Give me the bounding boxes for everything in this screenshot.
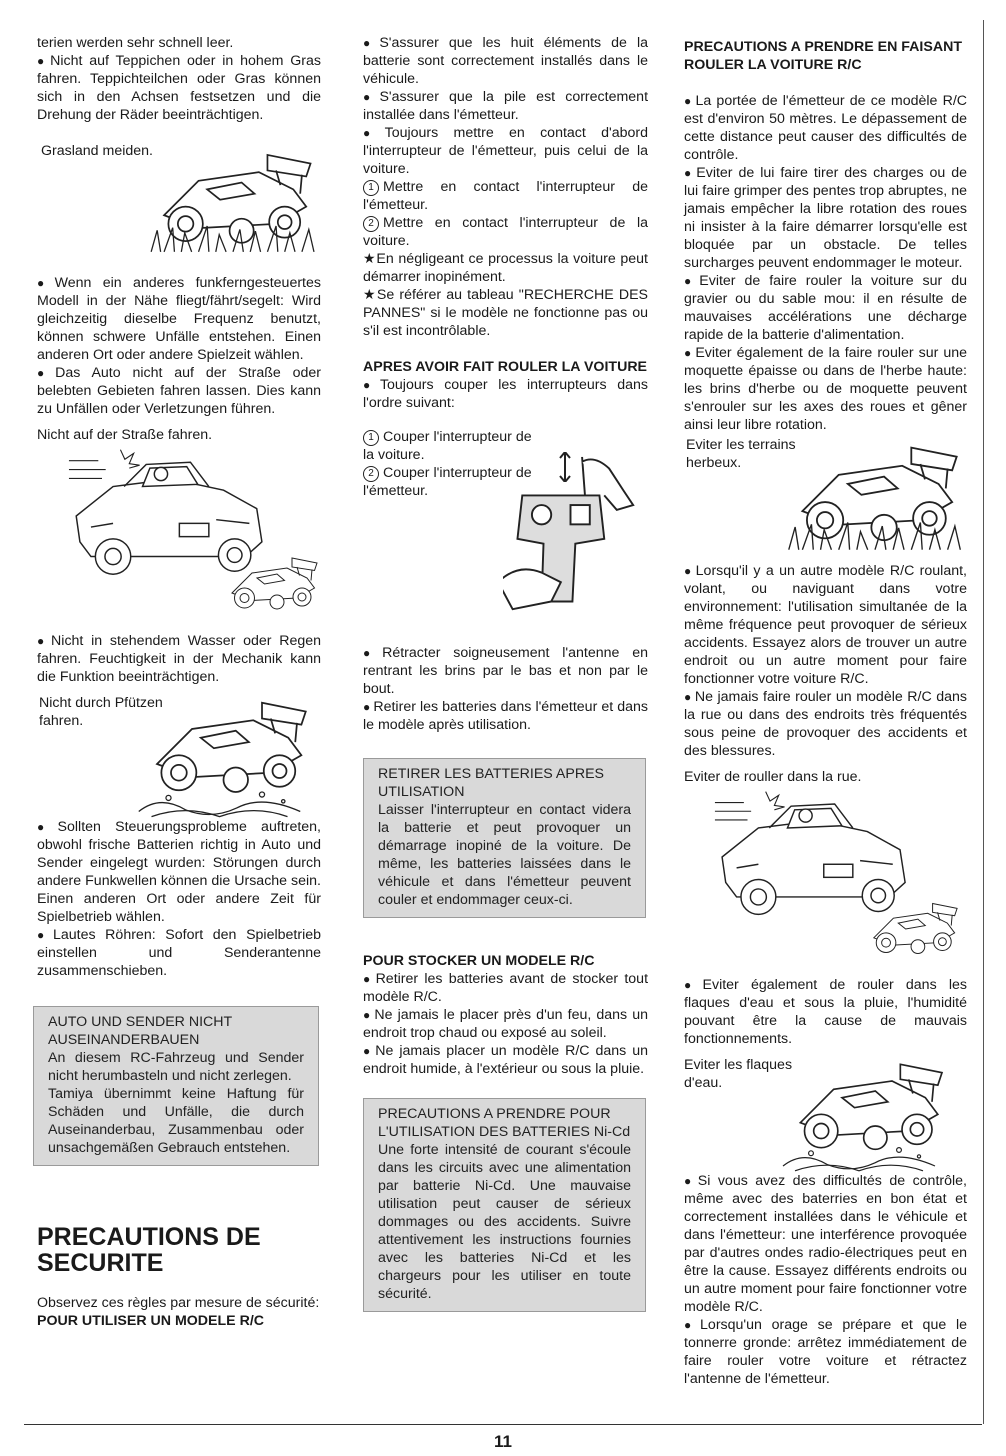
step-number: 1 [363, 180, 379, 196]
bullet-paragraph: ● La portée de l'émetteur de ce modèle R/C est d'environ 50 mètres. Le dépassement de cette distance peut causer des difficultés de contrôle. [684, 92, 967, 164]
star-note: ★En négligeant ce processus la voiture peut démarrer inopinément. [363, 251, 648, 285]
nicd-warning-box [363, 1098, 646, 1312]
bullet-paragraph: ● Wenn ein anderes funkferngesteuertes Modell in der Nähe fliegt/fährt/segelt: Wird gleichzeitig dieselbe Frequenz benutzt, können schwere Unfälle entstehen. Einen anderen Ort oder andere Spielzeit wählen. [37, 274, 321, 364]
puddle-illustration [37, 694, 321, 818]
bullet-paragraph: ● S'assurer que les huit éléments de la batterie sont correctement installés dans le véhicule. [363, 34, 648, 88]
subheading: POUR STOCKER UN MODELE R/C [363, 953, 595, 969]
step-number: 2 [363, 216, 379, 232]
box-title: RETIRER LES BATTERIES APRES UTILISATION [378, 766, 605, 800]
bullet-paragraph: ● Ne jamais placer un modèle R/C dans un endroit humide, à l'extérieur ou sous la pluie. [363, 1042, 648, 1078]
bullet-paragraph: ● Lorsqu'un orage se prépare et que le tonnerre gronde: arrêtez immédiatement de faire rouler votre voiture et rétractez l'antenne de l'émetteur. [684, 1316, 967, 1388]
caption: Eviter les flaques d'eau. [684, 1057, 793, 1091]
bullet-paragraph: ● Toujours couper les interrupteurs dans l'ordre suivant: [363, 376, 648, 412]
street-car-illustration [684, 786, 967, 962]
caption: Nicht durch Pfützen fahren. [39, 695, 163, 729]
section-heading: PRECAUTIONS A PRENDRE EN FAISANT ROULER LA VOITURE R/C [684, 39, 962, 73]
step-number: 1 [363, 430, 379, 446]
page-number: 11 [494, 1432, 512, 1451]
caption: Eviter les terrains herbeux. [686, 437, 796, 471]
bullet-paragraph: ● Sollten Steuerungsprobleme auftreten, obwohl frische Batterien richtig in Auto und Sender eingelegt wurden: Störungen durch andere Funkwellen können die Ursache sein. Einen anderen Ort oder andere Zeit für Spielbetrieb wählen. [37, 818, 321, 926]
step-number: 2 [363, 466, 379, 482]
bullet-paragraph: ● Lautes Röhren: Sofort den Spielbetrieb einstellen und Senderantenne zusammenschieben. [37, 926, 321, 980]
caption: Nicht auf der Straße fahren. [37, 427, 213, 443]
bullet-paragraph: ● Retirer les batteries avant de stocker tout modèle R/C. [363, 970, 648, 1006]
bullet-paragraph: ● Eviter de faire rouler la voiture sur du gravier ou du sable mou: il en résulte de mauvaises accélérations une décharge rapide de la batterie d'alimentation. [684, 272, 967, 344]
bullet-paragraph: ● Nicht auf Teppichen oder in hohem Gras fahren. Teppichteilchen oder Gras können sich in den Achsen festsetzen und die Drehung der Räder beeinträchtigen. [37, 52, 321, 124]
switch-off-illustration [363, 412, 648, 622]
street-car-illustration [37, 444, 321, 626]
puddle-illustration [684, 1056, 967, 1172]
column-german [37, 34, 321, 1330]
warning-box [33, 1006, 319, 1166]
section-heading: PRECAUTIONS DE SECURITE [37, 1223, 261, 1277]
bullet-paragraph: ● Das Auto nicht auf der Straße oder belebten Gebieten fahren lassen. Dies kann zu Unfällen oder Verletzungen führen. [37, 364, 321, 418]
box-text: Laisser l'interrupteur en contact videra la batterie et peut provoquer un démarrage inopiné de la voiture. De même, les batteries laissées dans le véhicule et dans l'émetteur peuvent couler et endommager ceux-ci. [378, 802, 631, 908]
battery-warning-box [363, 758, 646, 918]
bullet-paragraph: ● Lorsqu'il y a un autre modèle R/C roulant, volant, ou naviguant dans votre environnement: l'utilisation simultanée de la même fréquence peut provoquer de sérieux accidents. Essayez alors de trouver un autre endroit ou un autre moment pour faire fonctionner votre voiture R/C. [684, 562, 967, 688]
bullet-paragraph: ● Ne jamais le placer près d'un feu, dans un endroit trop chaud ou exposé au soleil. [363, 1006, 648, 1042]
bullet-paragraph: ● Toujours mettre en contact d'abord l'interrupteur de l'émetteur, puis celui de la voiture. [363, 124, 648, 178]
box-text: An diesem RC-Fahrzeug und Sender nicht herumbasteln und nicht zerlegen. [48, 1050, 304, 1084]
box-title: AUTO UND SENDER NICHT AUSEINANDERBAUEN [48, 1014, 232, 1048]
bullet-paragraph: ● Rétracter soigneusement l'antenne en rentrant les brins par le bas et non par le bout. [363, 644, 648, 698]
intro-text: Observez ces règles par mesure de sécurité: [37, 1295, 320, 1311]
subheading: APRES AVOIR FAIT ROULER LA VOITURE [363, 359, 648, 375]
subheading: POUR UTILISER UN MODELE R/C [37, 1313, 265, 1329]
caption: Eviter de rouller dans la rue. [684, 769, 862, 785]
grass-illustration [37, 142, 321, 260]
page-edge-line [983, 20, 984, 1424]
bullet-paragraph: ● Nicht in stehendem Wasser oder Regen fahren. Feuchtigkeit in der Mechanik kann die Funktion beeinträchtigen. [37, 632, 321, 686]
grass-illustration [684, 434, 967, 560]
bullet-paragraph: ● S'assurer que la pile est correctement installée dans l'émetteur. [363, 88, 648, 124]
numbered-step: 2 Couper l'interrupteur de l'émetteur. [363, 465, 532, 499]
numbered-step: 2 Mettre en contact l'interrupteur de la voiture. [363, 215, 648, 249]
column-french-b [684, 34, 967, 1388]
numbered-step: 1 Couper l'interrupteur de la voiture. [363, 429, 532, 463]
star-note: ★Se référer au tableau "RECHERCHE DES PANNES" si le modèle ne fonctionne pas ou s'il est incontrôlable. [363, 287, 648, 339]
box-text: Tamiya übernimmt keine Haftung für Schäden und Unfälle, die durch Auseinanderbau, Zusammenbau oder unsachgemäßen Gebrauch entstehen. [48, 1086, 304, 1156]
footer-rule [24, 1424, 982, 1425]
bullet-paragraph: ● Eviter également de la faire rouler sur une moquette épaisse ou dans de l'herbe haute: les brins d'herbe ou de moquette peuvent s'enrouler sur les axes des roues et gêner ainsi leur libre rotation. [684, 344, 967, 434]
box-title: PRECAUTIONS A PRENDRE POUR L'UTILISATION DES BATTERIES Ni-Cd [378, 1106, 631, 1140]
numbered-step: 1 Mettre en contact l'interrupteur de l'émetteur. [363, 179, 648, 213]
bullet-paragraph: ● Eviter de lui faire tirer des charges ou de lui faire grimper des pentes trop abruptes, ne jamais empêcher la libre rotation des roues ni insister à la faire démarrer lorsqu'elle est bloquée par un obstacle. De telles surcharges peuvent endommager le moteur. [684, 164, 967, 272]
caption: Grasland meiden. [41, 143, 153, 159]
bullet-paragraph: ● Eviter également de rouler dans les flaques d'eau et sous la pluie, l'humidité pouvant être la cause de mauvais fonctionnements. [684, 976, 967, 1048]
bullet-paragraph: ● Si vous avez des difficultés de contrôle, même avec des baterries en bon état et correctement installées dans le véhicule et dans l'émetteur: une interférence provoquée par d'autres ondes radio-électriques peut en être la cause. Essayez différents endroits ou un autre moment pour faire fonctionner votre modèle R/C. [684, 1172, 967, 1316]
column-french-a [363, 34, 648, 1312]
box-text: Une forte intensité de courant s'écoule dans les circuits avec une alimentation par batterie Ni-Cd. Une mauvaise utilisation peut causer de sérieux dommages ou des accidents. Suivre attentivement les instructions fournies avec les batteries Ni-Cd et les chargeurs pour les utiliser en toute sécurité. [378, 1142, 631, 1302]
bullet-paragraph: ● Ne jamais faire rouler un modèle R/C dans la rue ou dans des endroits très fréquentés sous peine de provoquer des accidents et des blessures. [684, 688, 967, 760]
paragraph: terien werden sehr schnell leer. [37, 35, 234, 51]
bullet-paragraph: ● Retirer les batteries dans l'émetteur et dans le modèle après utilisation. [363, 698, 648, 734]
